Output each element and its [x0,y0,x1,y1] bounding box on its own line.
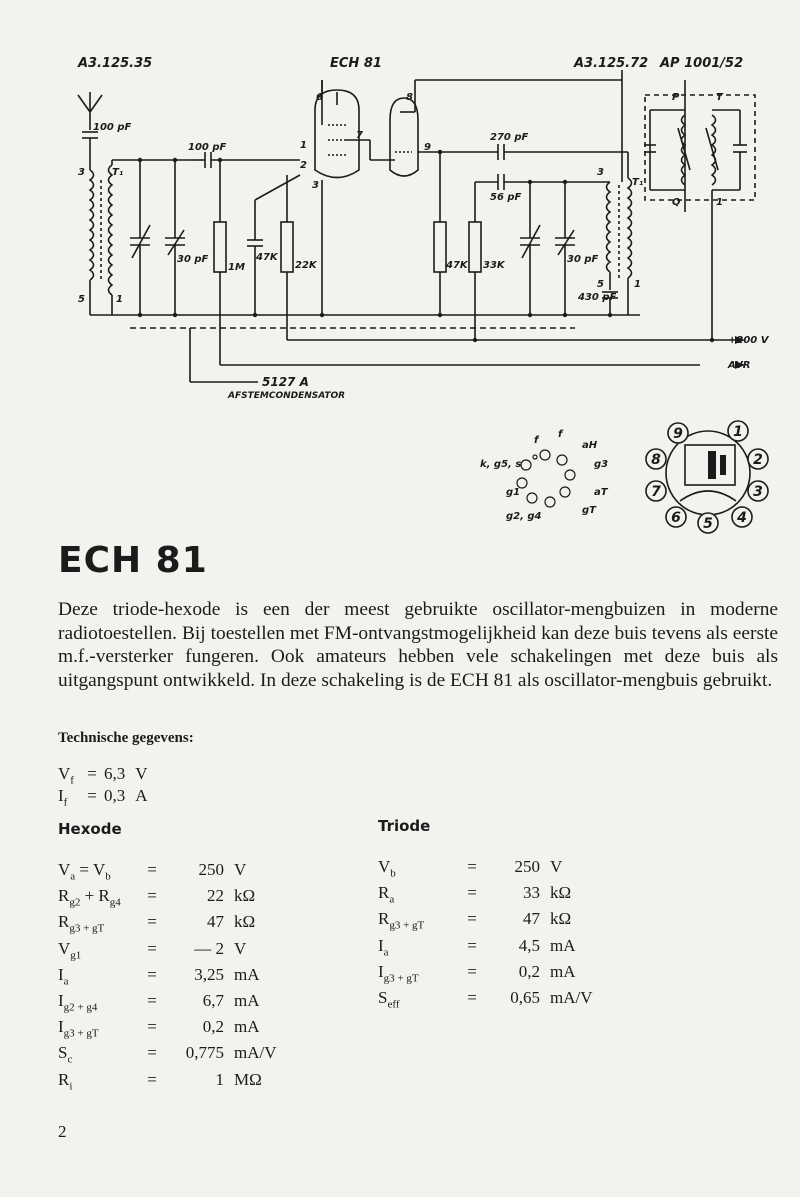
part-number-left: A3.125.35 [78,56,153,71]
symbol-letter: I [58,1017,64,1037]
res-1M-label: 1M [228,262,245,273]
spec-value: 6,7 [202,991,224,1010]
symbol-letter: R [58,912,70,932]
symbol-letter: I [378,935,384,955]
spec-value: 4,5 [518,935,540,955]
spec-unit: kΩ [550,883,572,903]
coil-q-label: Q [672,197,681,208]
spec-row [58,1070,262,1096]
cap-coupling-label: 100 pF [188,142,227,153]
pin-f-right-label: f [558,429,563,440]
spec-symbol [378,909,460,931]
triode-heading: Triode [378,817,431,835]
symbol-subscript: f [63,796,68,809]
symbol-letter: R [378,883,390,903]
symbol-subscript-2: g4 [109,896,121,909]
symbol-letter: V [58,860,71,879]
spec-symbol [58,965,140,987]
symbol-subscript: b [390,867,396,880]
pin-at-label: aT [594,487,608,498]
equals-sign: = [147,964,157,984]
symbol-subscript: a [383,945,389,958]
tube-pin-9-label: 9 [424,142,431,153]
spec-unit: MΩ [234,1069,262,1089]
base-pin-number: 1 [733,424,743,440]
spec-row [378,883,571,909]
symbol-letter: R [58,886,70,906]
equals-sign: = [467,883,477,903]
spec-row [378,988,593,1014]
symbol-letter: S [378,988,388,1007]
equals-sign: = [147,1017,157,1037]
equals-sign: = [467,857,477,876]
equals-sign: = [147,912,157,932]
spec-unit: kΩ [550,909,572,929]
symbol-subscript: g2 [69,896,81,909]
cap-56-label: 56 pF [490,192,522,203]
equals-sign: = [147,886,157,906]
equals-sign: = [147,991,157,1010]
spec-unit: mA [550,961,576,981]
res-47K-right-label: 47K [446,260,468,271]
spec-value: 6,3 [104,764,126,783]
spec-unit: mA [234,991,260,1010]
spec-value: 0,2 [202,1017,224,1037]
pin-f-left-label: f [534,435,539,446]
symbol-subscript: i [69,1079,73,1092]
base-pin-number: 5 [703,516,713,532]
spec-unit: kΩ [234,912,256,932]
symbol-letter-2: + R [80,886,110,906]
symbol-letter: S [58,1043,68,1063]
spec-row [378,909,571,935]
spec-value: 47 [207,912,224,932]
pinout-diagram [470,415,620,525]
equals-sign: = [147,860,157,879]
spec-unit: mA/V [234,1043,277,1063]
pin-gt-label: gT [582,505,596,516]
spec-symbol [58,786,80,808]
spec-row [378,962,576,988]
spec-row [58,991,260,1017]
symbol-letter: I [58,991,64,1010]
symbol-letter: R [58,1069,70,1089]
spec-row [58,912,255,938]
spec-symbol [58,886,140,908]
technical-data-heading: Technische gegevens: [58,730,194,746]
coil-t-label: T [716,92,723,103]
circuit-schematic [0,0,800,410]
part-number-mid: A3.125.72 [574,56,649,71]
tube-pin-8-label: 8 [406,92,413,103]
symbol-letter: V [58,938,71,958]
equals-sign: = [467,935,477,955]
pin-g1-label: g1 [506,487,521,498]
base-pin-number: 2 [753,452,763,468]
spec-row [58,1017,260,1043]
spec-value: 47 [523,909,540,929]
supply-voltage-label: +200 V [728,335,769,346]
page-title: ECH 81 [58,540,208,581]
pin-5-right-label: 5 [597,279,604,290]
base-pin-number: 6 [671,510,681,526]
transformer-t1-left-label: T₁ [112,167,124,178]
symbol-letter: V [58,764,71,783]
spec-value: 250 [198,860,224,879]
spec-value: 250 [514,857,540,876]
symbol-subscript: g3 + gT [63,1027,99,1040]
symbol-letter: R [378,909,390,929]
symbol-subscript: g3 + gT [69,922,105,935]
symbol-letter: I [58,964,64,984]
symbol-subscript-2: b [105,870,111,883]
condenser-code-label: 5127 A [262,375,309,389]
spec-value: 0,775 [185,1043,224,1063]
part-number-right: AP 1001/52 [660,56,744,71]
spec-row [378,936,576,962]
pin-3-left-label: 3 [78,167,85,178]
symbol-subscript: a [70,870,76,883]
spec-unit: V [550,857,563,876]
pin-ah-label: aH [582,440,598,451]
spec-unit: mA/V [550,988,593,1007]
base-pin-number: 8 [651,452,661,468]
base-pin-number: 3 [753,484,763,500]
cap-30-left-label: 30 pF [177,254,209,265]
pin-1-left-label: 1 [116,294,123,305]
spec-row [58,886,255,912]
spec-row [378,857,562,883]
spec-value: 33 [523,883,540,903]
tube-pin-6-label: 6 [316,92,323,103]
spec-row [58,965,260,991]
cap-antenna-label: 100 pF [93,122,132,133]
symbol-subscript: a [63,975,69,988]
equals-sign: = [147,1069,157,1089]
spec-unit: V [234,860,247,879]
spec-unit: mA [234,1017,260,1037]
spec-unit: A [135,786,148,805]
spec-unit: V [135,764,148,783]
symbol-subscript: c [67,1053,73,1066]
cap-30-right-label: 30 pF [567,254,599,265]
symbol-letter: I [378,961,384,981]
spec-symbol [58,860,140,882]
spec-symbol [58,1070,140,1092]
symbol-subscript: g3 + gT [389,919,425,932]
transformer-t1-right-label: T₁ [632,177,644,188]
condenser-label: AFSTEMCONDENSATOR [228,391,346,401]
base-pin-number: 4 [737,510,747,526]
coil-1-right-label: 1 [716,197,723,208]
avr-label: AVR [728,360,751,371]
intro-paragraph: Deze triode-hexode is een der meest gebruikte oscillator-mengbuizen in moderne radiotoestellen. Bij toestellen met FM-ontvangstmogelijkheid kan deze buis tevens als eerste m.f.-versterker fungeren. Ook amateurs hebben vele schakelingen met deze buis als uitgangspunt ontwikkeld. In deze schakeling is de ECH 81 als oscillator-mengbuis gebruikt. [58,599,778,691]
hexode-heading: Hexode [58,820,122,838]
res-22K-label: 22K [295,260,317,271]
spec-value: 0,2 [518,961,540,981]
symbol-subscript: a [389,893,395,906]
spec-symbol [378,962,460,984]
symbol-subscript: f [70,774,74,787]
spec-unit: mA [234,964,260,984]
tube-pin-7-label: 7 [356,130,363,141]
spec-row [58,939,246,965]
pin-1-right-label: 1 [634,279,641,290]
page-number: 2 [58,1122,67,1141]
cap-270-label: 270 pF [490,132,529,143]
spec-symbol [58,764,80,786]
tube-pin-2-label: 2 [300,160,307,171]
coil-p-label: P [672,92,680,103]
spec-row [58,786,148,812]
spec-symbol [378,883,460,905]
equals-sign: = [87,764,97,783]
spec-value: 3,25 [194,964,224,984]
base-pin-number: 7 [651,484,661,500]
equals-sign: = [147,938,157,958]
pin-kg5s-label: k, g5, s [480,459,522,470]
equals-sign: = [467,961,477,981]
spec-value: — 2 [194,938,224,958]
symbol-letter-2: = V [75,860,106,879]
res-47K-left-label: 47K [256,252,278,263]
symbol-subscript: eff [387,998,400,1011]
equals-sign: = [147,1043,157,1063]
pin-5-left-label: 5 [78,294,85,305]
symbol-subscript: g3 + gT [383,972,419,985]
base-pin-number: 9 [673,426,683,442]
spec-unit: mA [550,935,576,955]
tube-pin-3-label: 3 [312,180,319,191]
spec-unit: kΩ [234,886,256,906]
tube-pin-1-label: 1 [300,140,307,151]
cap-430-label: 430 pF [578,292,617,303]
spec-value: 22 [207,886,224,906]
spec-symbol [378,936,460,958]
equals-sign: = [467,988,477,1007]
pin-g3-label: g3 [594,459,609,470]
spec-symbol [378,857,460,879]
pin-3-right-label: 3 [597,167,604,178]
spec-symbol [58,939,140,961]
symbol-letter: I [58,786,64,805]
tube-label: ECH 81 [330,56,382,71]
symbol-subscript: g2 + g4 [63,1001,98,1014]
spec-symbol [378,988,460,1010]
res-33K-label: 33K [483,260,505,271]
equals-sign: = [467,909,477,929]
spec-value: 1 [215,1069,224,1089]
pin-g2g4-label: g2, g4 [506,511,542,522]
symbol-letter: V [378,857,391,876]
spec-symbol [58,991,140,1013]
tube-base-diagram [630,415,780,535]
spec-unit: V [234,938,247,958]
equals-sign: = [87,786,97,805]
spec-value: 0,65 [510,988,540,1007]
spec-symbol [58,1043,140,1065]
spec-row [58,1043,277,1069]
spec-symbol [58,1017,140,1039]
spec-row [58,860,246,886]
spec-value: 0,3 [104,786,126,805]
symbol-subscript: g1 [70,948,82,961]
spec-symbol [58,912,140,934]
